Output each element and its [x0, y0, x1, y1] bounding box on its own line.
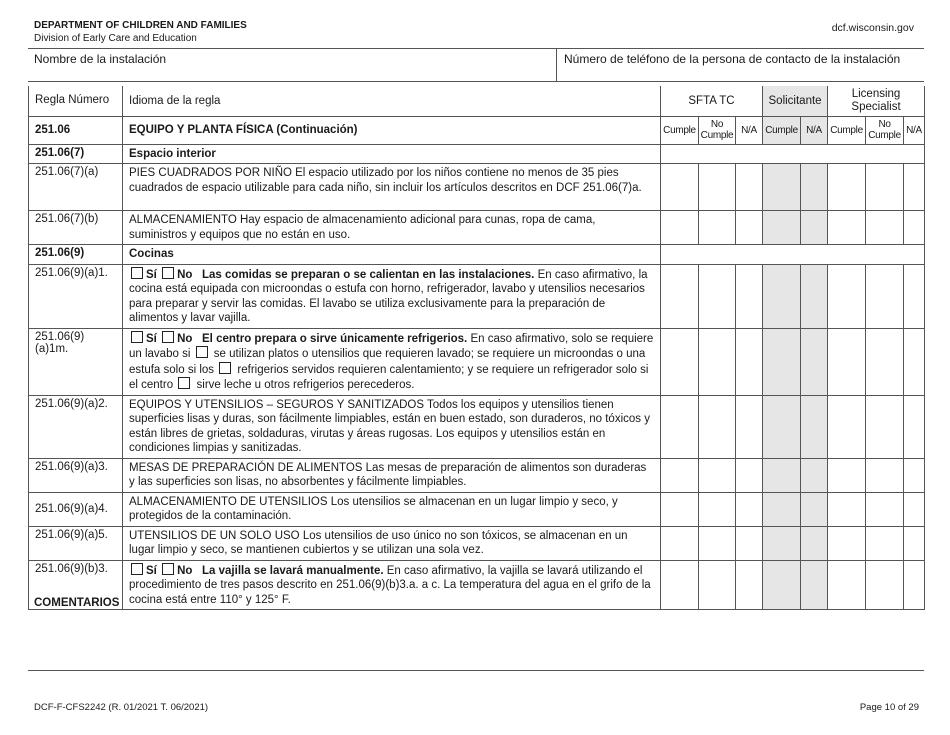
applicant-header: Solicitante — [763, 86, 828, 116]
department-name: DEPARTMENT OF CHILDREN AND FAMILIES — [34, 20, 247, 31]
sfta-no-cumple-cell[interactable] — [699, 164, 736, 211]
applicant-na-cell[interactable] — [801, 526, 828, 560]
checklist-table — [28, 86, 925, 610]
licensing-na-header: N/A — [904, 116, 925, 144]
yes-checkbox[interactable] — [131, 267, 143, 279]
rule-number: 251.06(9)(b)3. — [29, 560, 123, 610]
rule-text: ALMACENAMIENTO DE UTENSILIOS Los utensilios se almacenan en un lugar limpio y seco, y protegidos de la contaminación. — [123, 492, 661, 526]
sfta-cumple-cell[interactable] — [661, 526, 699, 560]
refrigerator-checkbox[interactable] — [178, 377, 190, 389]
sfta-na-cell[interactable] — [736, 328, 763, 395]
rule-body-text: se utilizan platos o utensilios que requieren lavado; se requiere un microondas o una estufa solo si los — [129, 348, 646, 376]
column-header-row — [29, 86, 925, 116]
rule-number: 251.06(7)(b) — [29, 211, 123, 245]
no-checkbox[interactable] — [162, 331, 174, 343]
licensing-specialist-header: Licensing Specialist — [828, 86, 925, 116]
sfta-no-cumple-cell[interactable] — [699, 526, 736, 560]
licensing-no-cumple-cell[interactable] — [866, 211, 904, 245]
licensing-cumple-cell[interactable] — [828, 526, 866, 560]
rule-text: ALMACENAMIENTO Hay espacio de almacenamiento adicional para cunas, ropa de cama, suministros y equipos que no están en uso. — [123, 211, 661, 245]
yes-checkbox[interactable] — [131, 563, 143, 575]
applicant-na-cell[interactable] — [801, 492, 828, 526]
sfta-na-cell[interactable] — [736, 560, 763, 610]
sfta-no-cumple-cell[interactable] — [699, 560, 736, 610]
licensing-na-cell[interactable] — [904, 211, 925, 245]
no-label: No — [177, 564, 193, 577]
subsection-blank — [661, 144, 925, 164]
applicant-cumple-cell[interactable] — [763, 560, 801, 610]
rule-number-header: Regla Número — [29, 86, 123, 116]
rule-number: 251.06(9)(a)3. — [29, 458, 123, 492]
table-row — [29, 458, 925, 492]
rule-number: 251.06(9)(a)4. — [29, 492, 123, 526]
applicant-cumple-cell[interactable] — [763, 211, 801, 245]
sink-checkbox[interactable] — [196, 346, 208, 358]
licensing-na-cell[interactable] — [904, 264, 925, 328]
sfta-na-cell[interactable] — [736, 211, 763, 245]
licensing-cumple-cell[interactable] — [828, 164, 866, 211]
sfta-na-cell[interactable] — [736, 395, 763, 458]
licensing-cumple-header: Cumple — [828, 116, 866, 144]
licensing-na-cell[interactable] — [904, 560, 925, 610]
sfta-tc-header: SFTA TC — [661, 86, 763, 116]
applicant-cumple-cell[interactable] — [763, 492, 801, 526]
sfta-cumple-cell[interactable] — [661, 211, 699, 245]
sfta-cumple-header: Cumple — [661, 116, 699, 144]
comments-bottom-rule — [28, 670, 924, 671]
licensing-na-cell[interactable] — [904, 328, 925, 395]
rule-text: PIES CUADRADOS POR NIÑO El espacio utilizado por los niños contiene no menos de 35 pies cuadrados de espacio utilizable para cada niño, sin incluir los artículos descritos en DCF 251.06(7)a. — [123, 164, 661, 211]
sfta-na-cell[interactable] — [736, 458, 763, 492]
applicant-cumple-cell[interactable] — [763, 264, 801, 328]
rule-language-header: Idioma de la regla — [123, 86, 661, 116]
rule-text: UTENSILIOS DE UN SOLO USO Los utensilios de uso único no son tóxicos, se almacenan en un lugar limpio y seco, se mantienen cubiertos y se utilizan una sola vez. — [123, 526, 661, 560]
sfta-no-cumple-cell[interactable] — [699, 458, 736, 492]
subsection-title: Cocinas — [123, 245, 661, 265]
facility-name-field[interactable]: Nombre de la instalación — [34, 52, 167, 66]
licensing-no-cumple-cell[interactable] — [866, 560, 904, 610]
sfta-no-cumple-cell[interactable] — [699, 492, 736, 526]
applicant-na-cell[interactable] — [801, 164, 828, 211]
subsection-blank — [661, 245, 925, 265]
sfta-na-header: N/A — [736, 116, 763, 144]
applicant-na-cell[interactable] — [801, 560, 828, 610]
rule-bold-text: Las comidas se preparan o se calientan en las instalaciones. — [202, 268, 535, 281]
contact-phone-field[interactable]: Número de teléfono de la persona de contacto de la instalación — [564, 52, 901, 66]
rule-text — [123, 328, 661, 395]
rule-bold-text: El centro prepara o sirve únicamente refrigerios. — [202, 332, 468, 345]
facility-info-box — [28, 48, 924, 82]
rule-body-text: En caso afirmativo, solo se requiere un lavabo si — [129, 332, 654, 360]
rule-number: 251.06(9)(a)1. — [29, 264, 123, 328]
table-row — [29, 560, 925, 610]
table-row — [29, 164, 925, 211]
rule-text: MESAS DE PREPARACIÓN DE ALIMENTOS Las mesas de preparación de alimentos son duraderas y las superficies son lisas, no absorbentes y fácilmente limpiables. — [123, 458, 661, 492]
licensing-no-cumple-cell[interactable] — [866, 264, 904, 328]
applicant-na-cell[interactable] — [801, 328, 828, 395]
subsection-number: 251.06(7) — [29, 144, 123, 164]
licensing-cumple-cell[interactable] — [828, 211, 866, 245]
rule-text — [123, 264, 661, 328]
yes-label: Sí — [146, 332, 157, 345]
applicant-cumple-cell[interactable] — [763, 526, 801, 560]
division-name: Division of Early Care and Education — [34, 33, 197, 44]
licensing-na-cell[interactable] — [904, 164, 925, 211]
applicant-cumple-cell[interactable] — [763, 164, 801, 211]
microwave-checkbox[interactable] — [219, 362, 231, 374]
yes-label: Sí — [146, 564, 157, 577]
rule-number: 251.06(9)(a)5. — [29, 526, 123, 560]
licensing-no-cumple-header: No Cumple — [866, 116, 904, 144]
subsection-number: 251.06(9) — [29, 245, 123, 265]
page-number: Page 10 of 29 — [859, 702, 919, 713]
rule-body-text: En caso afirmativo, la vajilla se lavará utilizando el procedimiento de tres pasos descrito en 251.06(9)(b)3.a. a c. La temperatura del agua en el grifo de la cocina está entre 110° y 125° F. — [129, 564, 651, 606]
licensing-no-cumple-cell[interactable] — [866, 164, 904, 211]
sfta-no-cumple-cell[interactable] — [699, 264, 736, 328]
applicant-cumple-cell[interactable] — [763, 458, 801, 492]
sfta-cumple-cell[interactable] — [661, 492, 699, 526]
sfta-no-cumple-cell[interactable] — [699, 328, 736, 395]
sfta-cumple-cell[interactable] — [661, 395, 699, 458]
licensing-no-cumple-cell[interactable] — [866, 526, 904, 560]
section-row — [29, 116, 925, 144]
licensing-cumple-cell[interactable] — [828, 458, 866, 492]
subsection-title: Espacio interior — [123, 144, 661, 164]
applicant-na-header: N/A — [801, 116, 828, 144]
licensing-no-cumple-cell[interactable] — [866, 328, 904, 395]
rule-text — [123, 560, 661, 610]
licensing-na-cell[interactable] — [904, 395, 925, 458]
applicant-cumple-cell[interactable] — [763, 328, 801, 395]
sfta-no-cumple-header: No Cumple — [699, 116, 736, 144]
applicant-na-cell[interactable] — [801, 264, 828, 328]
applicant-cumple-cell[interactable] — [763, 395, 801, 458]
no-checkbox[interactable] — [162, 563, 174, 575]
info-divider — [556, 49, 557, 82]
licensing-cumple-cell[interactable] — [828, 264, 866, 328]
sfta-na-cell[interactable] — [736, 492, 763, 526]
sfta-no-cumple-cell[interactable] — [699, 395, 736, 458]
sfta-no-cumple-cell[interactable] — [699, 211, 736, 245]
licensing-cumple-cell[interactable] — [828, 395, 866, 458]
licensing-no-cumple-cell[interactable] — [866, 492, 904, 526]
applicant-na-cell[interactable] — [801, 458, 828, 492]
licensing-cumple-cell[interactable] — [828, 492, 866, 526]
no-label: No — [177, 268, 193, 281]
rule-number: 251.06(7)(a) — [29, 164, 123, 211]
applicant-cumple-header: Cumple — [763, 116, 801, 144]
comments-label: COMENTARIOS — [34, 597, 120, 609]
table-row — [29, 211, 925, 245]
licensing-na-cell[interactable] — [904, 492, 925, 526]
subsection-row — [29, 245, 925, 265]
licensing-cumple-cell[interactable] — [828, 560, 866, 610]
section-title: EQUIPO Y PLANTA FÍSICA (Continuación) — [123, 116, 661, 144]
yes-checkbox[interactable] — [131, 331, 143, 343]
form-id: DCF-F-CFS2242 (R. 01/2021 T. 06/2021) — [34, 702, 209, 713]
sfta-cumple-cell[interactable] — [661, 458, 699, 492]
sfta-na-cell[interactable] — [736, 264, 763, 328]
rule-body-text: sirve leche u otros refrigerios perecederos. — [193, 379, 415, 391]
sfta-na-cell[interactable] — [736, 526, 763, 560]
rule-number: 251.06(9)(a)2. — [29, 395, 123, 458]
table-row — [29, 264, 925, 328]
table-row — [29, 328, 925, 395]
table-row — [29, 526, 925, 560]
sfta-cumple-cell[interactable] — [661, 164, 699, 211]
licensing-cumple-cell[interactable] — [828, 328, 866, 395]
applicant-na-cell[interactable] — [801, 211, 828, 245]
no-checkbox[interactable] — [162, 267, 174, 279]
rule-text: EQUIPOS Y UTENSILIOS – SEGUROS Y SANITIZADOS Todos los equipos y utensilios tienen superficies lisas y duras, son fácilmente limpiables, están en buen estado, son duraderos, no tóxicos y están libres de grietas, soldaduras, virutas y áreas rugosas. Los equipos y utensilios están en condiciones limpias y sanitizadas. — [123, 395, 661, 458]
table-row — [29, 395, 925, 458]
licensing-no-cumple-cell[interactable] — [866, 458, 904, 492]
sfta-cumple-cell[interactable] — [661, 264, 699, 328]
sfta-cumple-cell[interactable] — [661, 560, 699, 610]
yes-label: Sí — [146, 268, 157, 281]
sfta-cumple-cell[interactable] — [661, 328, 699, 395]
licensing-no-cumple-cell[interactable] — [866, 395, 904, 458]
applicant-na-cell[interactable] — [801, 395, 828, 458]
section-number: 251.06 — [29, 116, 123, 144]
table-row — [29, 492, 925, 526]
subsection-row — [29, 144, 925, 164]
website-url[interactable]: dcf.wisconsin.gov — [831, 22, 914, 34]
rule-body-text: En caso afirmativo, la cocina está equipada con microondas o estufa con horno, refrigerador, lavabo y utensilios necesarios para preparar y servir las comidas. El lavabo se utiliza exclusivamente para la preparación de alimentos y lavar vajilla. — [129, 268, 648, 324]
rule-bold-text: La vajilla se lavará manualmente. — [202, 564, 384, 577]
rule-number: 251.06(9)(a)1m. — [29, 328, 123, 395]
licensing-na-cell[interactable] — [904, 458, 925, 492]
no-label: No — [177, 332, 193, 345]
licensing-na-cell[interactable] — [904, 526, 925, 560]
rule-body-text: refrigerios servidos requieren calentamiento; y se requiere un refrigerador solo si el centro — [129, 363, 649, 391]
sfta-na-cell[interactable] — [736, 164, 763, 211]
